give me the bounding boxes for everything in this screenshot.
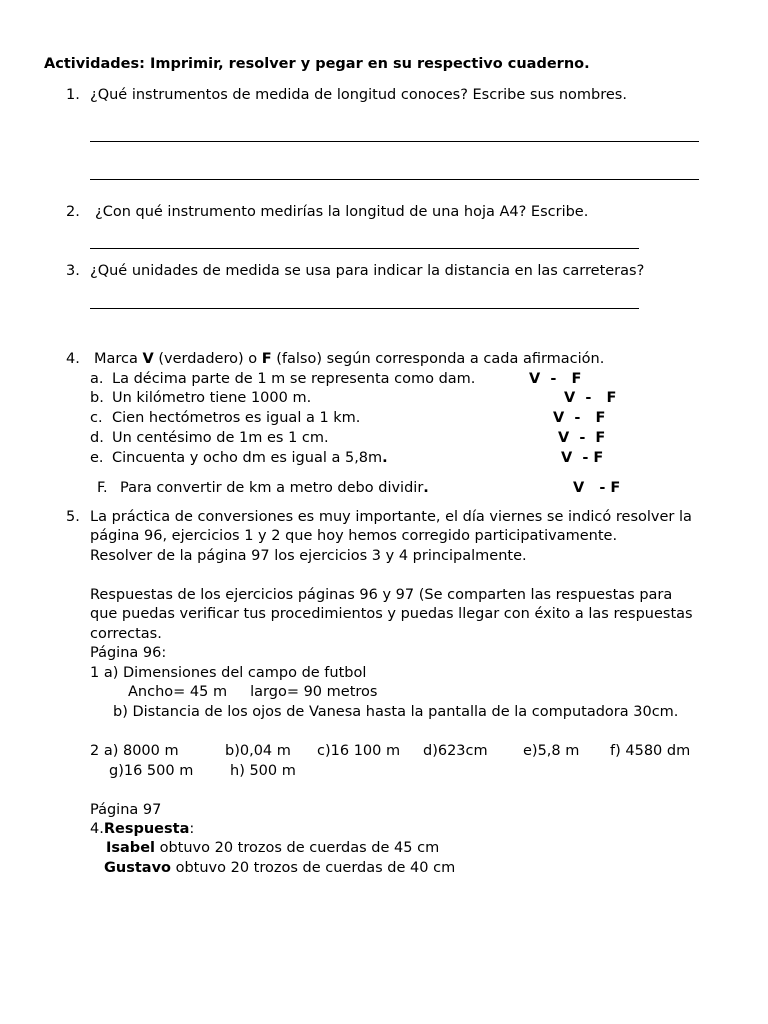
question-1-text: ¿Qué instrumentos de medida de longitud conoces? Escribe sus nombres. — [90, 87, 627, 103]
question-5-number: 5. — [66, 509, 80, 525]
answer-1a-values: Ancho= 45 m largo= 90 metros — [128, 684, 378, 700]
tf-item-a-letter: a. — [90, 371, 104, 387]
answer-2e: e)5,8 m — [523, 743, 580, 759]
tf-item-c-text: Cien hectómetros es igual a 1 km. — [112, 410, 361, 426]
answer-2c: c)16 100 m — [317, 743, 401, 759]
question-3-text: ¿Qué unidades de medida se usa para indicar la distancia en las carreteras? — [90, 263, 645, 279]
answer-line-3[interactable] — [90, 308, 639, 309]
question-4-number: 4. — [66, 351, 80, 367]
answer-2g: g)16 500 m — [109, 763, 194, 779]
question-5-line-1: La práctica de conversiones es muy importante, el día viernes se indicó resolver la — [90, 509, 692, 525]
question-2-number: 2. — [66, 204, 80, 220]
answer-2h: h) 500 m — [230, 763, 296, 779]
answer-1b: b) Distancia de los ojos de Vanesa hasta la pantalla de la computadora 30cm. — [113, 704, 679, 720]
answer-gustavo: Gustavo obtuvo 20 trozos de cuerdas de 40 cm — [104, 860, 456, 876]
tf-item-e-choice[interactable]: V - F — [561, 450, 604, 466]
question-1-number: 1. — [66, 87, 80, 103]
question-4-instruction: Marca V (verdadero) o F (falso) según corresponda a cada afirmación. — [94, 351, 605, 367]
tf-item-f-letter: F. — [97, 480, 108, 496]
question-5-line-2: página 96, ejercicios 1 y 2 que hoy hemos corregido participativamente. — [90, 528, 618, 544]
answers-intro-3: correctas. — [90, 626, 162, 642]
question-5-line-3: Resolver de la página 97 los ejercicios 3 y 4 principalmente. — [90, 548, 527, 564]
question-2-text: ¿Con qué instrumento medirías la longitud de una hoja A4? Escribe. — [95, 204, 589, 220]
answer-isabel: Isabel obtuvo 20 trozos de cuerdas de 45 cm — [106, 840, 440, 856]
tf-item-b-letter: b. — [90, 390, 104, 406]
question-3-number: 3. — [66, 263, 80, 279]
tf-item-a-text: La décima parte de 1 m se representa como dam. — [112, 371, 476, 387]
answers-intro-1: Respuestas de los ejercicios páginas 96 y 97 (Se comparten las respuestas para — [90, 587, 673, 603]
tf-item-f-text: Para convertir de km a metro debo dividir. — [120, 480, 429, 496]
answer-line-2[interactable] — [90, 248, 639, 249]
tf-item-d-letter: d. — [90, 430, 104, 446]
answer-1a: 1 a) Dimensiones del campo de futbol — [90, 665, 367, 681]
page-title: Actividades: Imprimir, resolver y pegar en su respectivo cuaderno. — [44, 56, 590, 72]
answer-2f: f) 4580 dm — [610, 743, 691, 759]
answer-line-1b[interactable] — [90, 179, 699, 180]
tf-item-c-letter: c. — [90, 410, 103, 426]
tf-item-a-choice[interactable]: V - F — [529, 371, 582, 387]
tf-item-c-choice[interactable]: V - F — [553, 410, 606, 426]
tf-item-f-choice[interactable]: V - F — [573, 480, 621, 496]
page-97-heading: Página 97 — [90, 802, 162, 818]
tf-item-d-choice[interactable]: V - F — [558, 430, 606, 446]
answers-intro-2: que puedas verificar tus procedimientos y puedas llegar con éxito a las respuestas — [90, 606, 693, 622]
tf-item-e-text: Cincuenta y ocho dm es igual a 5,8m. — [112, 450, 388, 466]
answer-2b: b)0,04 m — [225, 743, 291, 759]
answer-2a: 2 a) 8000 m — [90, 743, 179, 759]
page-96-heading: Página 96: — [90, 645, 167, 661]
answer-2d: d)623cm — [423, 743, 488, 759]
tf-item-b-choice[interactable]: V - F — [564, 390, 617, 406]
tf-item-d-text: Un centésimo de 1m es 1 cm. — [112, 430, 329, 446]
answer-line-1a[interactable] — [90, 141, 699, 142]
tf-item-b-text: Un kilómetro tiene 1000 m. — [112, 390, 312, 406]
tf-item-e-letter: e. — [90, 450, 104, 466]
answer-4-heading: 4.Respuesta: — [90, 821, 195, 837]
